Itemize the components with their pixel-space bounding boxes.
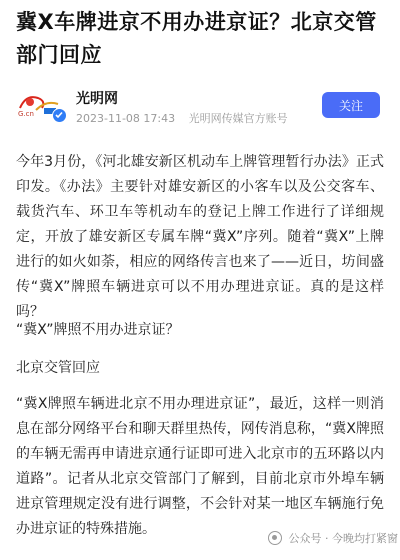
post-date: 2023-11-08 17:43 [76, 112, 176, 125]
article-section-heading: 北京交管回应 [16, 360, 100, 376]
article-paragraph-2: “冀X”牌照不用办进京证？ [16, 322, 180, 338]
watermark-text: 公众号 · 今晚均打紧窗 [288, 532, 398, 545]
svg-text:G.cn: G.cn [18, 110, 34, 118]
source-watermark [268, 530, 398, 550]
verified-badge-icon [52, 108, 67, 123]
article-title: 冀X车牌进京不用办进京证？北京交管部门回应 [16, 10, 377, 67]
account-name[interactable]: 光明网 [76, 91, 118, 107]
article-paragraph-3: “冀X牌照车辆进北京不用办理进京证”，最近，这样一则消息在部分网络平台和聊天群里热传，网传消息称，“冀X牌照的车辆无需再申请进京通行证即可进入北京市的五环路以内道路”。记者从北京交管部门了解到，目前北京市外埠车辆进京管理规定没有进行调整，不会针对某一地区车辆施行免办进京证的特殊措施。 [16, 396, 384, 537]
follow-button[interactable]: 关注 [322, 92, 380, 118]
author-bar [16, 86, 386, 128]
post-meta [76, 110, 298, 126]
article-paragraph-1: 今年3月份，《河北雄安新区机动车上牌管理暂行办法》正式印发。《办法》主要针对雄安新区的小客车以及公交客车、载货汽车、环卫车等机动车的登记上牌工作进行了详细规定，开放了雄安新区专属车牌“冀X”序列。随着“冀X”上牌进行的如火如荼，相应的网络传言也来了——近日，坊间盛传“冀X”牌照车辆进京可以不用办理进京证。真的是这样吗？ [16, 154, 384, 320]
account-description: 光明网传媒官方账号 [188, 112, 288, 125]
wechat-official-account-icon [268, 531, 282, 545]
